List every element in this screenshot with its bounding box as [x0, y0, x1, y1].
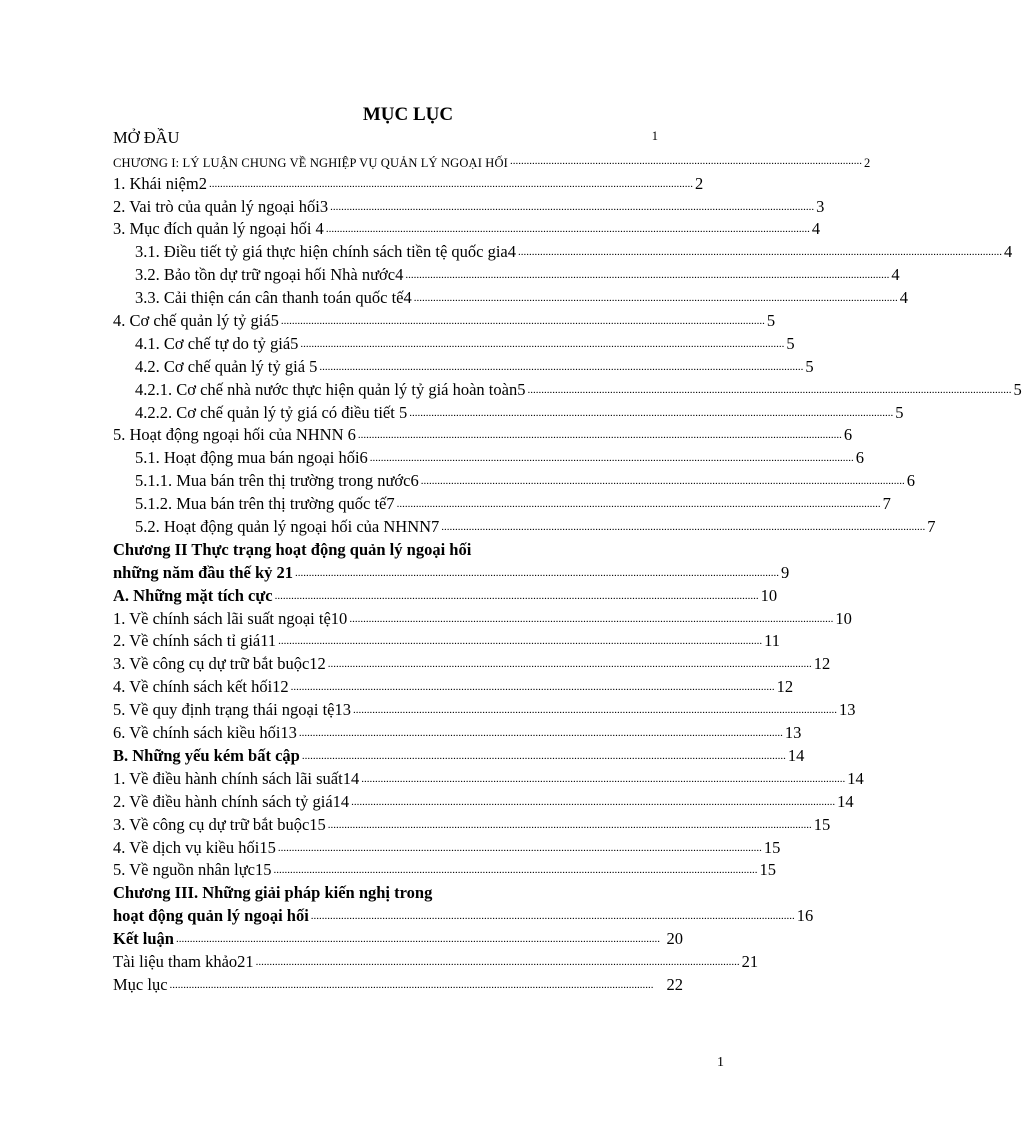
dot-leader: ................................................................................................................................................................................ — [357, 429, 842, 442]
toc-entry-chuong-2[interactable] — [113, 560, 790, 583]
toc-entry-label: 1. Về chính sách lãi suất ngoại tệ10 — [113, 608, 348, 628]
dot-leader: ................................................................................................................................................................................ — [369, 452, 854, 465]
toc-entry-page: 4 — [891, 265, 900, 285]
toc-entry[interactable] — [113, 514, 936, 537]
toc-entry-page: 14 — [837, 791, 854, 811]
toc-entry[interactable] — [113, 217, 821, 240]
toc-entry-page: 13 — [839, 700, 856, 720]
toc-entry[interactable] — [113, 835, 781, 858]
toc-entry-page: 12 — [813, 654, 831, 674]
toc-entry-chuong-2-heading[interactable] — [113, 537, 683, 560]
dot-leader: ................................................................................................................................................................................ — [319, 360, 804, 373]
toc-entry[interactable] — [113, 789, 854, 812]
toc-entry-page: 5 — [786, 333, 795, 353]
toc-entry-label: MỞ ĐẦU — [113, 127, 180, 147]
toc-entry-muc-luc[interactable] — [113, 972, 683, 995]
toc-entry-page: 10 — [760, 585, 778, 605]
dot-leader: ................................................................................................................................................................................ — [274, 589, 759, 602]
page-number: 1 — [717, 1055, 724, 1070]
toc-entry-label: 5.1.1. Mua bán trên thị trường trong nước6 — [135, 471, 419, 491]
toc-entry-page: 2 — [863, 155, 871, 170]
toc-entry-label: 3. Về công cụ dự trữ bắt buộc15 — [113, 814, 326, 834]
toc-entry-chuong-3-heading[interactable] — [113, 880, 683, 903]
dot-leader: ................................................................................................................................................................................ — [208, 177, 693, 190]
toc-entry-label: 4. Cơ chế quản lý tỷ giá5 — [113, 311, 279, 331]
dot-leader: ................................................................................................................................................................................ — [409, 406, 894, 419]
toc-entry-label: CHƯƠNG I: LÝ LUẬN CHUNG VỀ NGHIỆP VỤ QUẢN LÝ NGOẠI HỐI — [113, 155, 508, 170]
toc-entry-page: 7 — [927, 517, 936, 537]
toc-entry-page: 16 — [796, 906, 814, 926]
toc-entry-page: 4 — [1004, 242, 1013, 262]
toc-entry[interactable] — [113, 194, 825, 217]
toc-entry-label: 5.1.2. Mua bán trên thị trường quốc tế7 — [135, 494, 395, 514]
toc-entry-label: hoạt động quản lý ngoại hối — [113, 906, 309, 926]
toc-entry-label: 4.2. Cơ chế quản lý tỷ giá 5 — [135, 356, 318, 376]
toc-entry[interactable] — [113, 858, 776, 881]
toc-entry-page: 14 — [787, 745, 805, 765]
toc-entry-label: 2. Vai trò của quản lý ngoại hối3 — [113, 196, 329, 216]
toc-entry[interactable] — [113, 354, 814, 377]
dot-leader: ................................................................................................................................................................................ — [277, 841, 762, 854]
toc-entry-page: 7 — [882, 494, 891, 514]
toc-entry-page: 20 — [666, 929, 683, 949]
toc-entry-page: 15 — [813, 814, 831, 834]
toc-entry-chuong-3[interactable] — [113, 903, 814, 926]
toc-entry[interactable] — [113, 171, 704, 194]
toc-entry-label: 3. Mục đích quản lý ngoại hối 4 — [113, 219, 324, 239]
toc-entry-label: 3.2. Bảo tồn dự trữ ngoại hối Nhà nước4 — [135, 265, 404, 285]
toc-entry-page: 9 — [781, 562, 790, 582]
dot-leader: ................................................................................................................................................................................ — [255, 955, 740, 968]
toc-entry-label: 1. Khái niệm2 — [113, 173, 207, 193]
toc-entry-label: 4. Về dịch vụ kiều hối15 — [113, 837, 276, 857]
toc-entry[interactable] — [113, 812, 831, 835]
dot-leader: ................................................................................................................................................................................ — [278, 635, 763, 648]
toc-entry-page: 5 — [766, 311, 776, 331]
toc-entry-page: 13 — [784, 723, 802, 743]
toc-entry-label: 3.1. Điều tiết tỷ giá thực hiện chính sách tiền tệ quốc gia4 — [135, 242, 517, 262]
toc-entry-label: 4.1. Cơ chế tự do tỷ giá5 — [135, 333, 299, 353]
toc-entry-label: 5.2. Hoạt động quản lý ngoại hối của NHNN7 — [135, 517, 440, 537]
dot-leader: ................................................................................................................................................................................ — [527, 383, 1012, 396]
toc-entry-chuong-1[interactable] — [113, 148, 871, 171]
dot-leader: ................................................................................................................................................................................ — [330, 200, 815, 213]
toc-entry-page: 15 — [759, 860, 776, 880]
toc-entry-page: 10 — [835, 608, 852, 628]
dot-leader: ................................................................................................................................ — [509, 154, 862, 167]
toc-entry[interactable] — [113, 308, 776, 331]
dot-leader: ................................................................................................................................................................................ — [175, 933, 660, 946]
toc-entry-page: 6 — [906, 471, 915, 491]
dot-leader: ................................................................................................................................................................................ — [361, 772, 846, 785]
toc-entry[interactable] — [113, 331, 795, 354]
dot-leader: ................................................................................................................................................................................ — [325, 223, 810, 236]
toc-entry-label: 5.1. Hoạt động mua bán ngoại hối6 — [135, 448, 368, 468]
dot-leader: ................................................................................................................................................................................ — [310, 910, 795, 923]
toc-entry-page: 3 — [816, 196, 825, 216]
toc-entry-label: 4.2.2. Cơ chế quản lý tỷ giá có điều tiết 5 — [135, 402, 408, 422]
dot-leader: ................................................................................................................................................................................ — [295, 566, 780, 579]
toc-entry-page: 11 — [764, 631, 781, 651]
toc-entry-page: 4 — [899, 288, 908, 308]
dot-leader: ................................................................................................................................................................................ — [280, 315, 765, 328]
toc-entry-page: 14 — [847, 768, 864, 788]
dot-leader: ................................................................................................................................................................................ — [420, 475, 905, 488]
toc-entry-label: 5. Về nguồn nhân lực15 — [113, 860, 272, 880]
dot-leader: ................................................................................................................................................................................ — [290, 681, 775, 694]
toc-entry[interactable] — [113, 491, 891, 514]
dot-leader: ................................................................................................................................................................................ — [327, 818, 812, 831]
toc-entry-label: 2. Về chính sách tỉ giá11 — [113, 631, 277, 651]
toc-entry-label: Kết luận — [113, 929, 174, 949]
toc-entry-label: 4. Về chính sách kết hối12 — [113, 677, 289, 697]
toc-entry-label: Chương III. Những giải pháp kiến nghị trong — [113, 883, 433, 903]
toc-entry-tai-lieu[interactable] — [113, 949, 759, 972]
toc-entry-label: Chương II Thực trạng hoạt động quản lý ngoại hối — [113, 539, 472, 559]
toc-entry[interactable] — [113, 468, 915, 491]
toc-entry-page: 1 — [651, 128, 658, 143]
toc-entry-page: 6 — [843, 425, 853, 445]
dot-leader: ................................................................................................................................................................................ — [396, 498, 881, 511]
toc-entry[interactable] — [113, 720, 802, 743]
toc-entry[interactable] — [113, 377, 1022, 400]
dot-leader: ................................................................................................................................................................................ — [518, 246, 1003, 259]
toc-entry[interactable] — [113, 285, 908, 308]
toc-entry-section-a[interactable] — [113, 583, 778, 606]
toc-entry-page: 5 — [1013, 379, 1022, 399]
toc-entry-label: 3. Về công cụ dự trữ bắt buộc12 — [113, 654, 326, 674]
toc-entry-label: 6. Về chính sách kiều hối13 — [113, 723, 297, 743]
toc-entry[interactable] — [113, 423, 853, 446]
toc-entry[interactable] — [113, 651, 831, 674]
dot-leader: ................................................................................................................................................................................ — [273, 864, 758, 877]
toc-entry[interactable] — [113, 262, 900, 285]
toc-entry-label: 2. Về điều hành chính sách tỷ giá14 — [113, 791, 350, 811]
toc-entry[interactable] — [113, 445, 865, 468]
dot-leader: ................................................................................................................................................................................ — [351, 795, 836, 808]
toc-entry-mo-dau[interactable] — [113, 125, 683, 148]
toc-entry[interactable] — [113, 629, 781, 652]
toc-entry[interactable] — [113, 606, 852, 629]
toc-entry-page: 5 — [895, 402, 904, 422]
toc-entry-label: Mục lục — [113, 974, 168, 994]
dot-leader: ................................................................................................................................................................................ — [169, 978, 654, 991]
dot-leader: ................................................................................................................................................................................ — [327, 658, 812, 671]
dot-leader: ................................................................................................................................................................................ — [353, 704, 837, 717]
toc-entry-label: 4.2.1. Cơ chế nhà nước thực hiện quản lý tỷ giá hoàn toàn5 — [135, 379, 526, 399]
dot-leader: ................................................................................................................................................................................ — [405, 269, 890, 282]
toc-entry[interactable] — [113, 697, 856, 720]
dot-leader: ................................................................................................................................................................................ — [413, 292, 898, 305]
toc-entry-label: A. Những mặt tích cực — [113, 585, 273, 605]
toc-entry[interactable] — [113, 674, 794, 697]
dot-leader: ................................................................................................................................................................................ — [300, 337, 785, 350]
dot-leader: ................................................................................................................................................................................ — [301, 749, 786, 762]
toc-entry-label: B. Những yếu kém bất cập — [113, 745, 300, 765]
toc-entry-ket-luan[interactable] — [113, 926, 683, 949]
dot-leader: ................................................................................................................................................................................ — [441, 521, 926, 534]
table-of-contents — [113, 125, 1022, 995]
toc-entry-label: 3.3. Cải thiện cán cân thanh toán quốc tế4 — [135, 288, 412, 308]
dot-leader: ................................................................................................................................................................................ — [298, 727, 783, 740]
toc-entry-page: 5 — [805, 356, 814, 376]
toc-entry-label: 5. Hoạt động ngoại hối của NHNN 6 — [113, 425, 356, 445]
toc-entry-page: 2 — [694, 173, 704, 193]
toc-entry-label: những năm đầu thế kỷ 21 — [113, 562, 294, 582]
toc-entry-page: 4 — [811, 219, 821, 239]
toc-entry-page: 12 — [776, 677, 794, 697]
toc-entry-page: 15 — [763, 837, 781, 857]
toc-entry-label: 1. Về điều hành chính sách lãi suất14 — [113, 768, 360, 788]
toc-entry[interactable] — [113, 239, 1013, 262]
toc-entry-label: 5. Về quy định trạng thái ngoại tệ13 — [113, 700, 351, 720]
toc-entry-label: Tài liệu tham khảo21 — [113, 951, 254, 971]
page-title: MỤC LỤC — [362, 104, 454, 125]
toc-entry-page: 21 — [741, 951, 759, 971]
toc-entry-page: 22 — [666, 974, 683, 994]
dot-leader: ................................................................................................................................................................................ — [349, 612, 834, 625]
toc-entry-page: 6 — [855, 448, 865, 468]
toc-entry[interactable] — [113, 766, 864, 789]
toc-entry[interactable] — [113, 400, 904, 423]
toc-entry-section-b[interactable] — [113, 743, 805, 766]
